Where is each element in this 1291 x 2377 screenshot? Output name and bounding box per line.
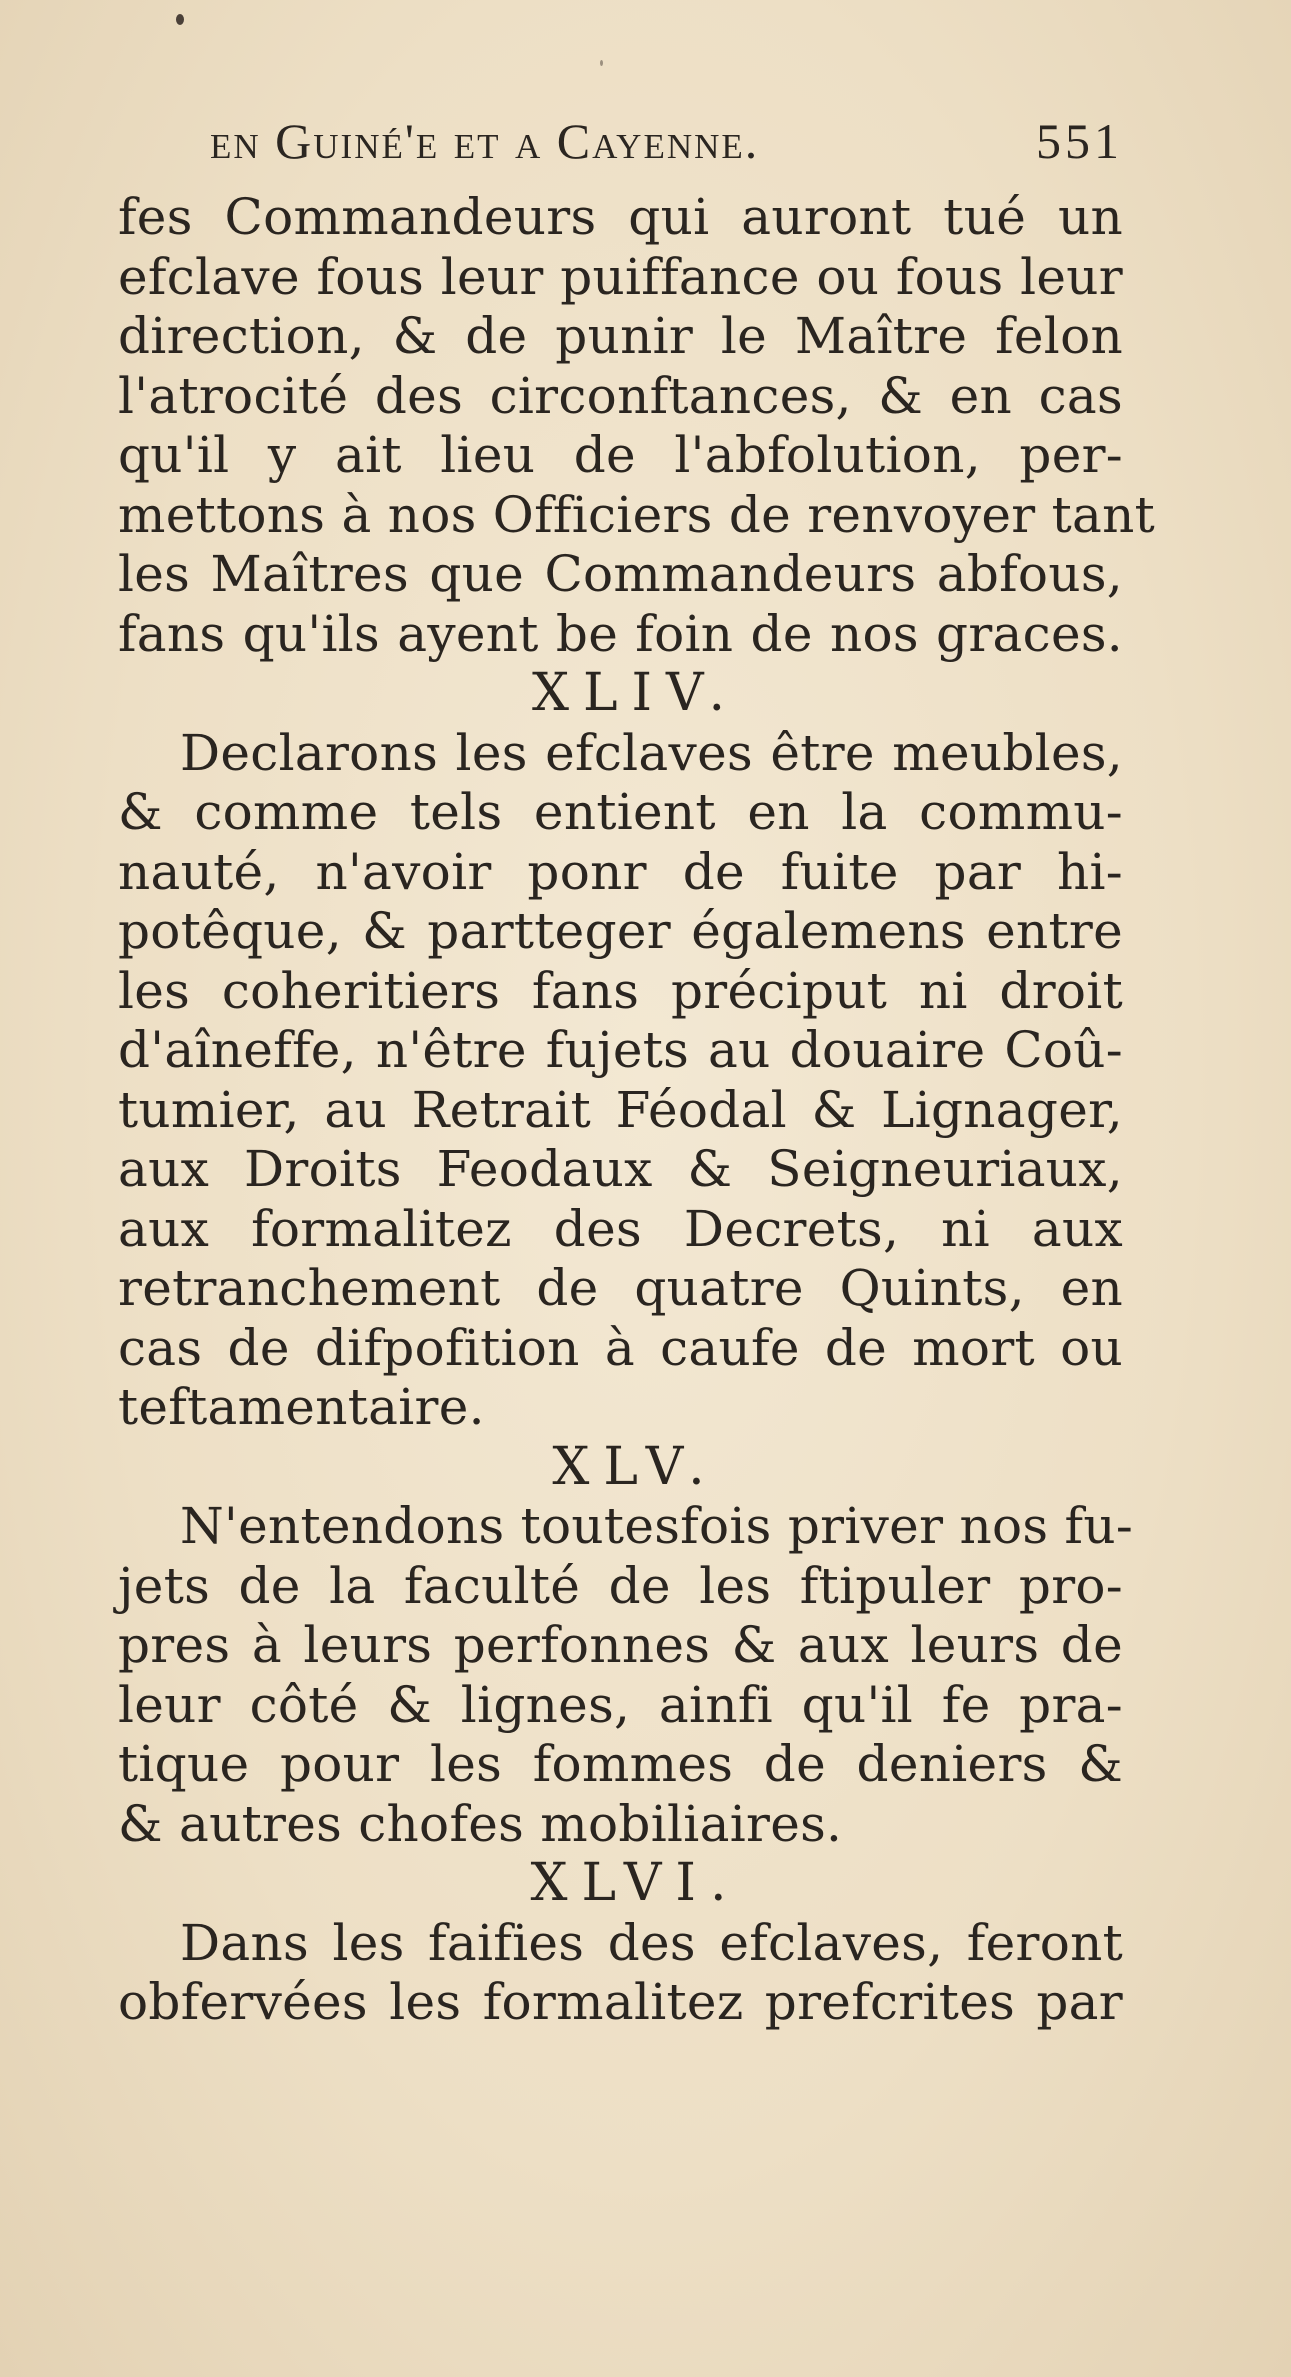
text-line: qu'il y ait lieu de l'abfolution, per- <box>118 426 1123 484</box>
text-line: d'aîneffe, n'être fujets au douaire Coû- <box>118 1021 1123 1079</box>
text-line: jets de la faculté de les ftipuler pro- <box>118 1556 1123 1615</box>
text-line: leur côté & lignes, ainfi qu'il fe pra- <box>118 1675 1123 1734</box>
text-line: efclave fous leur puiffance ou fous leur <box>118 247 1123 306</box>
text-line: direction, & de punir le Maître felon <box>118 307 1123 365</box>
text-line: l'atrocité des circonftances, & en cas <box>118 366 1123 425</box>
article-heading-46: XLVI. <box>530 1853 741 1913</box>
article-heading-44: XLIV. <box>531 663 740 723</box>
text-line: les coheritiers fans préciput ni droit <box>118 961 1123 1020</box>
ink-speck <box>176 14 184 25</box>
text-line: fans qu'ils ayent be foin de nos graces. <box>118 604 1123 663</box>
text-line: retranchement de quatre Quints, en <box>118 1259 1123 1317</box>
text-line: les Maîtres que Commandeurs abfous, <box>118 545 1123 603</box>
text-line: N'entendons toutesfois priver nos fu- <box>180 1497 1134 1555</box>
ink-speck <box>600 60 603 66</box>
text-line: fes Commandeurs qui auront tué un <box>118 188 1123 246</box>
text-line: tique pour les fommes de deniers & <box>118 1735 1123 1793</box>
text-line: obfervées les formalitez prefcrites par <box>118 1973 1123 2031</box>
article-heading-45: XLV. <box>552 1436 719 1497</box>
text-line: & comme tels entient en la commu- <box>118 783 1123 841</box>
text-line: pres à leurs perfonnes & aux leurs de <box>118 1616 1123 1674</box>
running-title: en Guiné'e et a Cayenne. <box>210 113 760 169</box>
text-line: Dans les faifies des efclaves, feront <box>180 1913 1123 1972</box>
text-line: nauté, n'avoir ponr de fuite par hi- <box>118 842 1123 901</box>
page-body <box>118 188 1155 2033</box>
text-line: & autres chofes mobiliaires. <box>118 1794 843 1853</box>
text-line: cas de difpofition à caufe de mort ou <box>118 1318 1123 1377</box>
text-line: aux Droits Feodaux & Seigneuriaux, <box>118 1140 1123 1198</box>
page-header <box>0 112 1291 182</box>
text-line: mettons à nos Officiers de renvoyer tant <box>118 485 1155 544</box>
text-line: aux formalitez des Decrets, ni aux <box>118 1199 1123 1258</box>
text-line: tumier, au Retrait Féodal & Lignager, <box>118 1080 1123 1139</box>
page-number: 551 <box>1036 113 1123 169</box>
text-line: Declarons les efclaves être meubles, <box>180 723 1123 782</box>
text-line: teftamentaire. <box>118 1378 485 1436</box>
text-line: potêque, & partteger égalemens entre <box>118 902 1123 960</box>
